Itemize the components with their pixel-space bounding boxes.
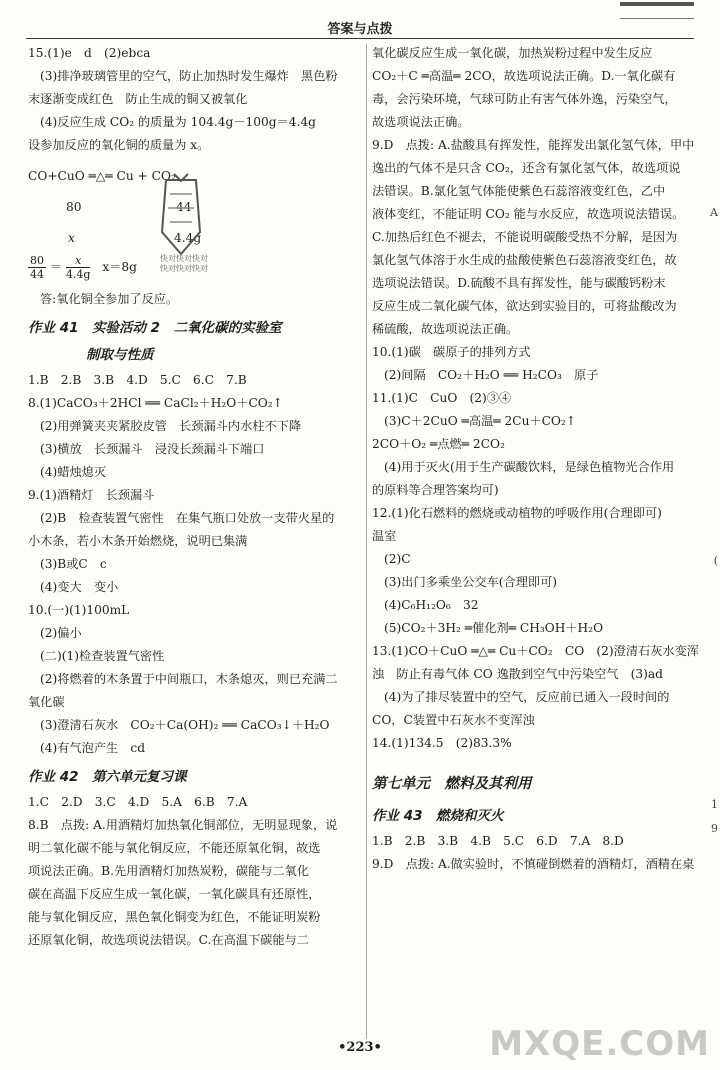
s41-line: (4)有气泡产生 cd [40, 741, 146, 755]
proportion: $\frac{80}{44}$ ＝ $\frac{x}{4.4g}$ x＝8g [30, 254, 137, 281]
eq-r2b: 4.4g [174, 231, 202, 245]
s43-line: 9.D 点拨: A.做实验时，不慎碰倒燃着的酒精灯，酒精在桌 [372, 857, 695, 871]
r-line: (2)C [384, 552, 411, 566]
s42-line: 还原氧化铜，故选项说法错误。C.在高温下碳能与二 [28, 933, 309, 947]
unit-7-title: 第七单元 燃料及其利用 [372, 776, 532, 792]
eq-answer: 答:氧化铜全参加了反应。 [40, 292, 179, 306]
eq-r2a: x [68, 231, 75, 245]
r-line: (4)为了排尽装置中的空气，反应前已通入一段时间的 [384, 690, 670, 704]
s41-line: 9.(1)酒精灯 长颈漏斗 [28, 488, 155, 502]
s42-line: 项说法正确。B.先用酒精灯加热炭粉，碳能与二氧化 [28, 864, 309, 878]
s41-line: (2)将燃着的木条置于中间瓶口，木条熄灭，则已充满二 [40, 672, 338, 686]
s41-line: 小木条，若小木条开始燃烧，说明已集满 [28, 534, 248, 548]
s41-line: (3)澄清石灰水 CO₂＋Ca(OH)₂ ══ CaCO₃↓＋H₂O [40, 718, 330, 732]
r-line: CO，C装置中石灰水不变浑浊 [372, 713, 535, 727]
s41-line: (2)B 检查装置气密性 在集气瓶口处放一支带火星的 [40, 511, 335, 525]
r-line: 浊 防止有毒气体 CO 逸散到空气中污染空气 (3)ad [372, 667, 663, 681]
equation-line: CO+CuO ═△═ Cu + CO₂ [28, 169, 176, 183]
header-decoration [620, 2, 694, 19]
edge-mark: A [710, 206, 718, 219]
frac-b: $\frac{x}{4.4g}$ [65, 254, 91, 281]
r-line: C.加热后红色不褪去，不能说明碳酸受热不分解，是因为 [372, 230, 678, 244]
column-divider [366, 44, 367, 1039]
r-line: 氯化氢气体溶于水生成的盐酸使紫色石蕊溶液变红色，故 [372, 253, 677, 267]
s41-line: 氧化碳 [28, 695, 65, 709]
r-line: 13.(1)CO＋CuO ═△═ Cu＋CO₂ CO (2)澄清石灰水变浑 [372, 644, 699, 658]
edge-mark: 1 [711, 798, 718, 811]
s41-line: (2)偏小 [40, 626, 82, 640]
s42-line: 8.B 点拨: A.用酒精灯加热氧化铜部位，无明显现象，说 [28, 818, 338, 832]
r-line: 反应生成二氧化碳气体，欲达到实验目的，可将盐酸改为 [372, 299, 677, 313]
eq-r1a: 80 [66, 200, 82, 214]
s41-line: (4)变大 变小 [40, 580, 119, 594]
r-line: 选项说法错误。D.硫酸不具有挥发性，能与碳酸钙粉末 [372, 276, 666, 290]
s41-line: 1.B 2.B 3.B 4.D 5.C 6.C 7.B [28, 373, 247, 387]
edge-mark: ( [713, 554, 718, 567]
header-title: 答案与点拨 [327, 22, 393, 37]
r-line: 法错误。B.氯化氢气体能使紫色石蕊溶液变红色，乙中 [372, 184, 666, 198]
r-line: 氧化碳反应生成一氧化碳，加热炭粉过程中发生反应 [372, 46, 653, 60]
r-line: (4)C₆H₁₂O₆ 32 [384, 598, 479, 612]
eq-r1b: 44 [176, 200, 192, 214]
page-number: •223• [338, 1040, 382, 1055]
q15-line-4: (4)反应生成 CO₂ 的质量为 104.4g－100g＝4.4g [40, 115, 316, 129]
s41-line: (4)蜡烛熄灭 [40, 465, 107, 479]
r-line: (2)间隔 CO₂＋H₂O ══ H₂CO₃ 原子 [384, 368, 599, 382]
r-line: 2CO＋O₂ ═点燃═ 2CO₂ [372, 437, 505, 451]
r-line: 10.(1)碳 碳原子的排列方式 [372, 345, 531, 359]
watermark: MXQE.COM [489, 1024, 710, 1064]
section-42-title: 作业 42 第六单元复习课 [28, 769, 187, 785]
r-line: 12.(1)化石燃料的燃烧或动植物的呼吸作用(合理即可) [372, 506, 662, 520]
stamp-caption: 快对快对快对 快对快对快对 [160, 254, 208, 273]
r-line: (3)出门多乘坐公交车(合理即可) [384, 575, 558, 589]
s41-line: (3)B或C c [40, 557, 107, 571]
q15-line-2: (3)排净玻璃管里的空气，防止加热时发生爆炸 黑色粉 [40, 69, 338, 83]
edge-mark: 9 [711, 822, 718, 835]
q15-line-1: 15.(1)e d (2)ebca [28, 46, 151, 60]
r-line: (3)C＋2CuO ═高温═ 2Cu＋CO₂↑ [384, 414, 577, 428]
s41-line: (二)(1)检查装置气密性 [40, 649, 165, 663]
s41-line: (3)横放 长颈漏斗 浸没长颈漏斗下端口 [40, 442, 265, 456]
r-line: 的原料等合理答案均可) [372, 483, 499, 497]
page-header [0, 0, 720, 40]
q15-line-3: 末逐渐变成红色 防止生成的铜又被氧化 [28, 92, 248, 106]
carrot-stamp-icon [152, 172, 210, 256]
s42-line: 1.C 2.D 3.C 4.D 5.A 6.B 7.A [28, 795, 248, 809]
s41-line: (2)用弹簧夹夹紧胶皮管 长颈漏斗内水柱不下降 [40, 419, 302, 433]
frac-a: $\frac{80}{44}$ [30, 254, 44, 281]
q15-line-5: 设参加反应的氧化铜的质量为 x。 [28, 138, 210, 152]
r-line: (4)用于灭火(用于生产碳酸饮料，是绿色植物光合作用 [384, 460, 675, 474]
r-line: 温室 [372, 529, 397, 543]
section-41-title-2: 制取与性质 [86, 347, 154, 363]
section-41-title-1: 作业 41 实验活动 2 二氧化碳的实验室 [28, 320, 282, 336]
section-43-title: 作业 43 燃烧和灭火 [372, 808, 504, 824]
r-line: 9.D 点拨: A.盐酸具有挥发性，能挥发出氯化氢气体，甲中 [372, 138, 695, 152]
r-line: 稀硫酸，故选项说法正确。 [372, 322, 519, 336]
right-column [372, 42, 700, 876]
s42-line: 明二氧化碳不能与氧化铜反应，不能还原氧化铜，故选 [28, 841, 321, 855]
r-line: CO₂＋C ═高温═ 2CO，故选项说法正确。D.一氧化碳有 [372, 69, 676, 83]
r-line: 11.(1)C CuO (2)③④ [372, 391, 512, 405]
eq-result: x＝8g [102, 260, 137, 274]
s43-line: 1.B 2.B 3.B 4.B 5.C 6.D 7.A 8.D [372, 834, 624, 848]
s41-line: 8.(1)CaCO₃＋2HCl ══ CaCl₂＋H₂O＋CO₂↑ [28, 396, 283, 410]
r-line: 故选项说法正确。 [372, 115, 470, 129]
r-line: (5)CO₂＋3H₂ ═催化剂═ CH₃OH＋H₂O [384, 621, 604, 635]
s42-line: 碳在高温下反应生成一氧化碳，一氧化碳具有还原性， [28, 887, 321, 901]
r-line: 逸出的气体不是只含 CO₂，还含有氯化氢气体，故选项说 [372, 161, 681, 175]
s42-line: 能与氧化铜反应，黑色氧化铜变为红色，不能证明炭粉 [28, 910, 321, 924]
r-line: 14.(1)134.5 (2)83.3% [372, 736, 512, 750]
s41-line: 10.(一)(1)100mL [28, 603, 130, 617]
r-line: 液体变红，不能证明 CO₂ 能与水反应，故选项说法错误。 [372, 207, 685, 221]
header-rule [26, 38, 694, 39]
r-line: 毒，会污染环境，气球可防止有害气体外逸，污染空气， [372, 92, 677, 106]
